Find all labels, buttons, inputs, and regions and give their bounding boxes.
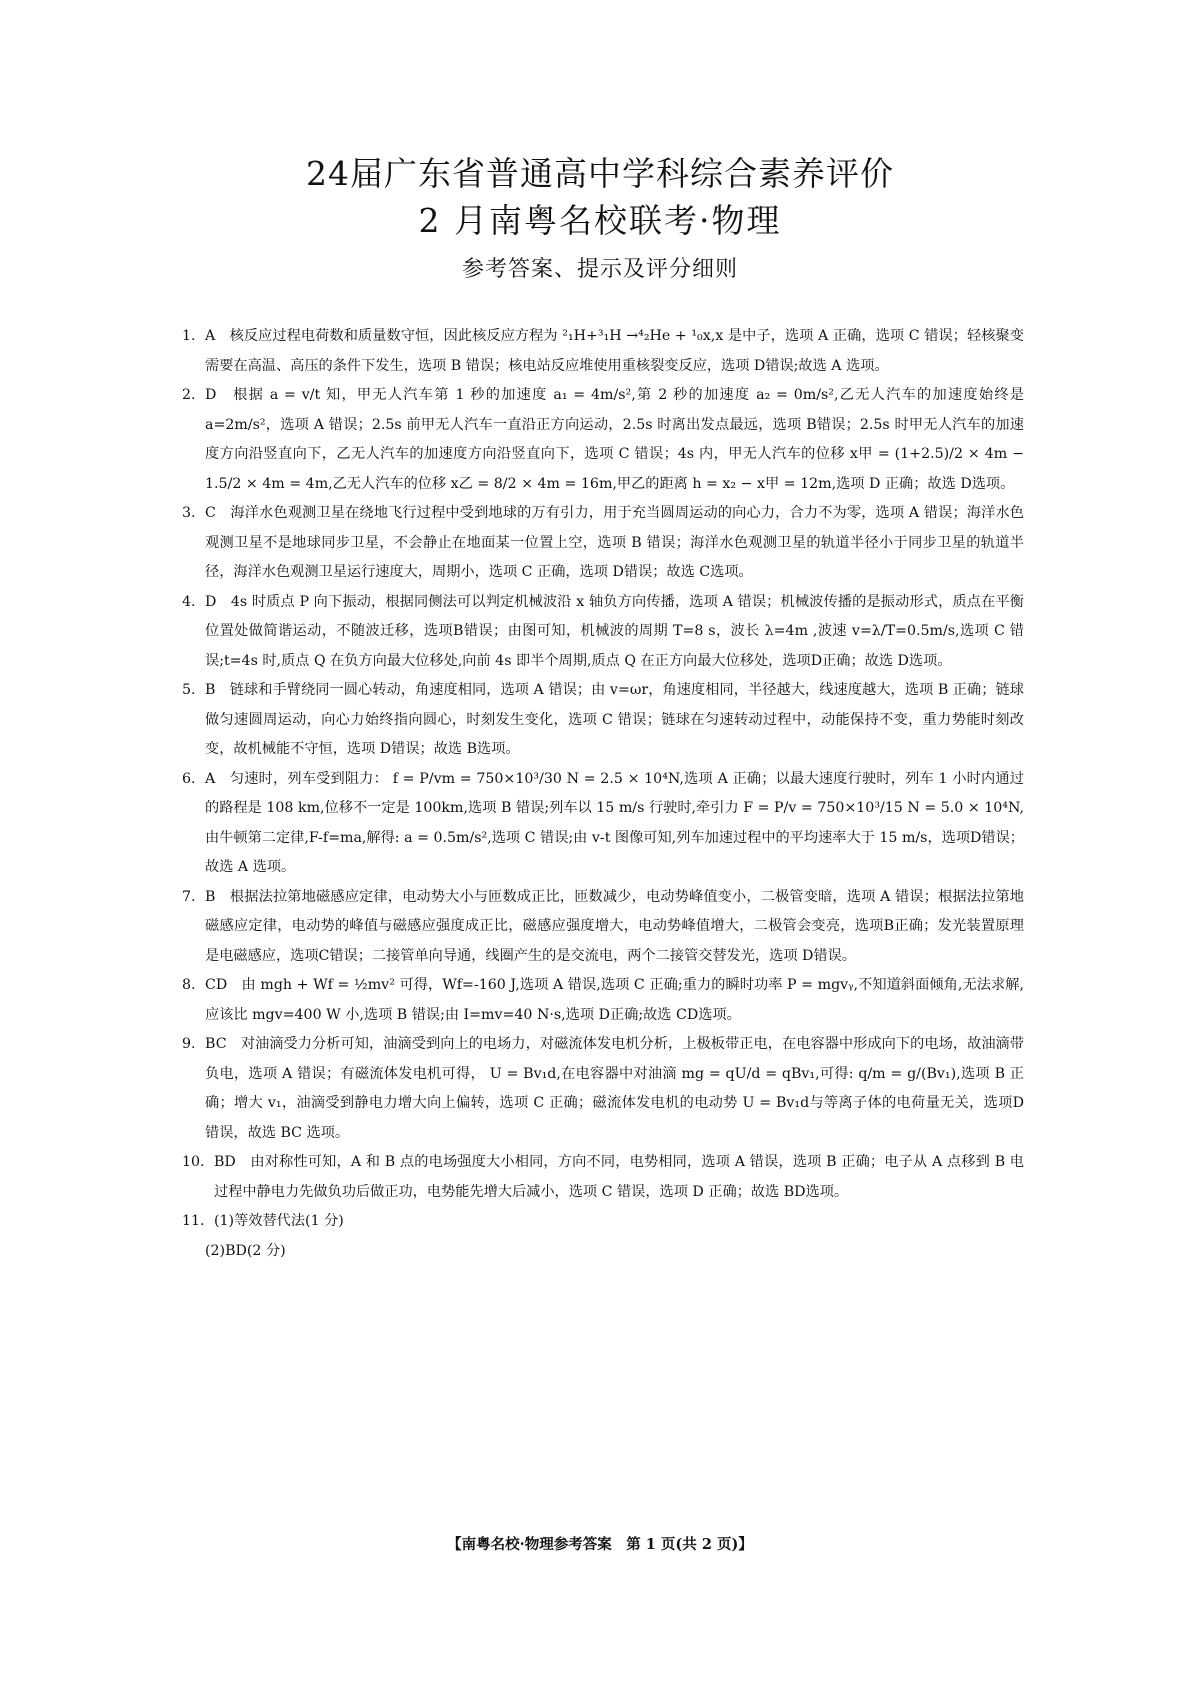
answer-text: A 核反应过程电荷数和质量数守恒，因此核反应方程为 ²₁H+³₁H →⁴₂He + ¹₀x,x 是中子，选项 A 正确，选项 C 错误；轻核聚变需要在高温、高压的条件下发生，选项 B 错误；核电站反应堆使用重核裂变反应，选项 D错误;故选 A 选项。 (205, 328, 1024, 374)
answer-number: 3. (182, 505, 196, 521)
title-line-2: 2 月南粤名校联考·物理 (418, 201, 782, 240)
answer-item-9 (182, 1030, 1024, 1148)
answer-item-5 (182, 676, 1024, 765)
answer-item-4 (182, 588, 1024, 677)
subtitle: 参考答案、提示及评分细则 (461, 257, 738, 282)
answer-number: 4. (182, 593, 196, 610)
page-footer: 【南粤名校·物理参考答案 第 1 页(共 2 页)】 (447, 1536, 753, 1553)
answer-number: 7. (182, 888, 196, 905)
answer-item-10 (182, 1148, 1024, 1207)
answer-item-6 (182, 765, 1024, 883)
answer-item-2 (182, 381, 1024, 499)
answer-text: B 根据法拉第地磁感应定律，电动势大小与匝数成正比，匝数减少，电动势峰值变小，二极管变暗，选项 A 错误；根据法拉第地磁感应定律，电动势的峰值与磁感应强度成正比，磁感应强度增大，电动势峰值增大，二极管会变亮，选项B正确；发光装置原理是电磁感应，选项C错误；二接管单向导通，线圈产生的是交流电，两个二接管交替发光，选项 D错误。 (205, 888, 1024, 964)
answer-text: C 海洋水色观测卫星在绕地飞行过程中受到地球的万有引力，用于充当圆周运动的向心力，合力不为零，选项 A 错误；海洋水色观测卫星不是地球同步卫星，不会静止在地面某一位置上空，选项 B 错误；海洋水色观测卫星的轨道半径小于同步卫星的轨道半径，海洋水色观测卫星运行速度大，周期小，选项 C 正确，选项 D错误；故选 C选项。 (205, 505, 1024, 580)
answer-item-7 (182, 883, 1024, 972)
answer-number: 6. (182, 770, 196, 787)
answer-text: A 匀速时，列车受到阻力： f = P/vm = 750×10³/30 N = 2.5 × 10⁴N,选项 A 正确；以最大速度行驶时，列车 1 小时内通过的路程是 108 km,位移不一定是 100km,选项 B 错误;列车以 15 m/s 行驶时,牵引力 F = P/v = 750×10³/15 N = 5.0 × 10⁴N,由牛顿第二定律,F-f=ma,解得: a = 0.5m/s²,选项 C 错误;由 v-t 图像可知,列车加速过程中的平均速率大于 15 m/s，选项D错误；故选 A 选项。 (205, 770, 1024, 875)
answer-item-11 (182, 1207, 1024, 1237)
answer-text: (1)等效替代法(1 分) (214, 1213, 344, 1229)
answer-text: B 链球和手臂绕同一圆心转动，角速度相同，选项 A 错误；由 v=ωr，角速度相同，半径越大，线速度越大，选项 B 正确；链球做匀速圆周运动，向心力始终指向圆心，时刻发生变化，选项 C 错误；链球在匀速转动过程中，动能保持不变，重力势能时刻改变，故机械能不守恒，选项 D错误；故选 B选项。 (205, 682, 1024, 757)
answer-11-part-2: (2)BD(2 分) (205, 1242, 286, 1259)
answer-number: 11. (182, 1213, 205, 1229)
answer-item-3 (182, 499, 1024, 588)
answer-text: BC 对油滴受力分析可知，油滴受到向上的电场力，对磁流体发电机分析，上极板带正电，在电容器中形成向下的电场，故油滴带负电，选项 A 错误；有磁流体发电机可得， U = Bv₁d,在电容器中对油滴 mg = qU/d = qBv₁,可得: q/m = g/(Bv₁),选项 B 正确；增大 v₁，油滴受到静电力增大向上偏转，选项 C 正确；磁流体发电机的电动势 U = Bv₁d与等离子体的电荷量无关，选项D 错误，故选 BC 选项。 (205, 1036, 1024, 1141)
title-line-1: 24届广东省普通高中学科综合素养评价 (306, 154, 894, 193)
answer-list (182, 322, 1024, 1266)
answer-number: 8. (182, 977, 196, 993)
answer-text: CD 由 mgh + Wf = ½mv² 可得，Wf=-160 J,选项 A 错误,选项 C 正确;重力的瞬时功率 P = mgvᵧ,不知道斜面倾角,无法求解,应该比 mgv=400 W 小,选项 B 错误;由 I=mv=40 N·s,选项 D正确;故选 CD选项。 (205, 977, 1024, 1023)
answer-item-8 (182, 971, 1024, 1030)
answer-text: D 根据 a = v/t 知，甲无人汽车第 1 秒的加速度 a₁ = 4m/s²,第 2 秒的加速度 a₂ = 0m/s²,乙无人汽车的加速度始终是 a=2m/s²，选项 A 错误；2.5s 前甲无人汽车一直沿正方向运动，2.5s 时离出发点最远，选项 B错误；2.5s 时甲无人汽车的加速度方向沿竖直向下，乙无人汽车的加速度方向沿竖直向下，选项 C 错误；4s 内，甲无人汽车的位移 x甲 = (1+2.5)/2 × 4m − 1.5/2 × 4m = 4m,乙无人汽车的位移 x乙 = 8/2 × 4m = 16m,甲乙的距离 h = x₂ − x甲 = 12m,选项 D 正确；故选 D选项。 (205, 387, 1024, 492)
answer-text: BD 由对称性可知，A 和 B 点的电场强度大小相同，方向不同，电势相同，选项 A 错误，选项 B 正确；电子从 A 点移到 B 电过程中静电力先做负功后做正功，电势能先增大后减小，选项 C 错误，选项 D 正确；故选 BD选项。 (214, 1154, 1024, 1200)
answer-text: D 4s 时质点 P 向下振动，根据同侧法可以判定机械波沿 x 轴负方向传播，选项 A 错误；机械波传播的是振动形式，质点在平衡位置处做简谐运动，不随波迁移，选项B错误；由图可知，机械波的周期 T=8 s，波长 λ=4m ,波速 v=λ/T=0.5m/s,选项 C 错误;t=4s 时,质点 Q 在负方向最大位移处,向前 4s 即半个周期,质点 Q 在正方向最大位移处，选项D正确；故选 D选项。 (205, 593, 1024, 669)
answer-number: 1. (182, 328, 196, 344)
answer-item-1 (182, 322, 1024, 381)
answer-number: 5. (182, 682, 196, 698)
answer-number: 2. (182, 387, 196, 403)
answer-number: 10. (182, 1154, 205, 1170)
answer-number: 9. (182, 1036, 196, 1052)
